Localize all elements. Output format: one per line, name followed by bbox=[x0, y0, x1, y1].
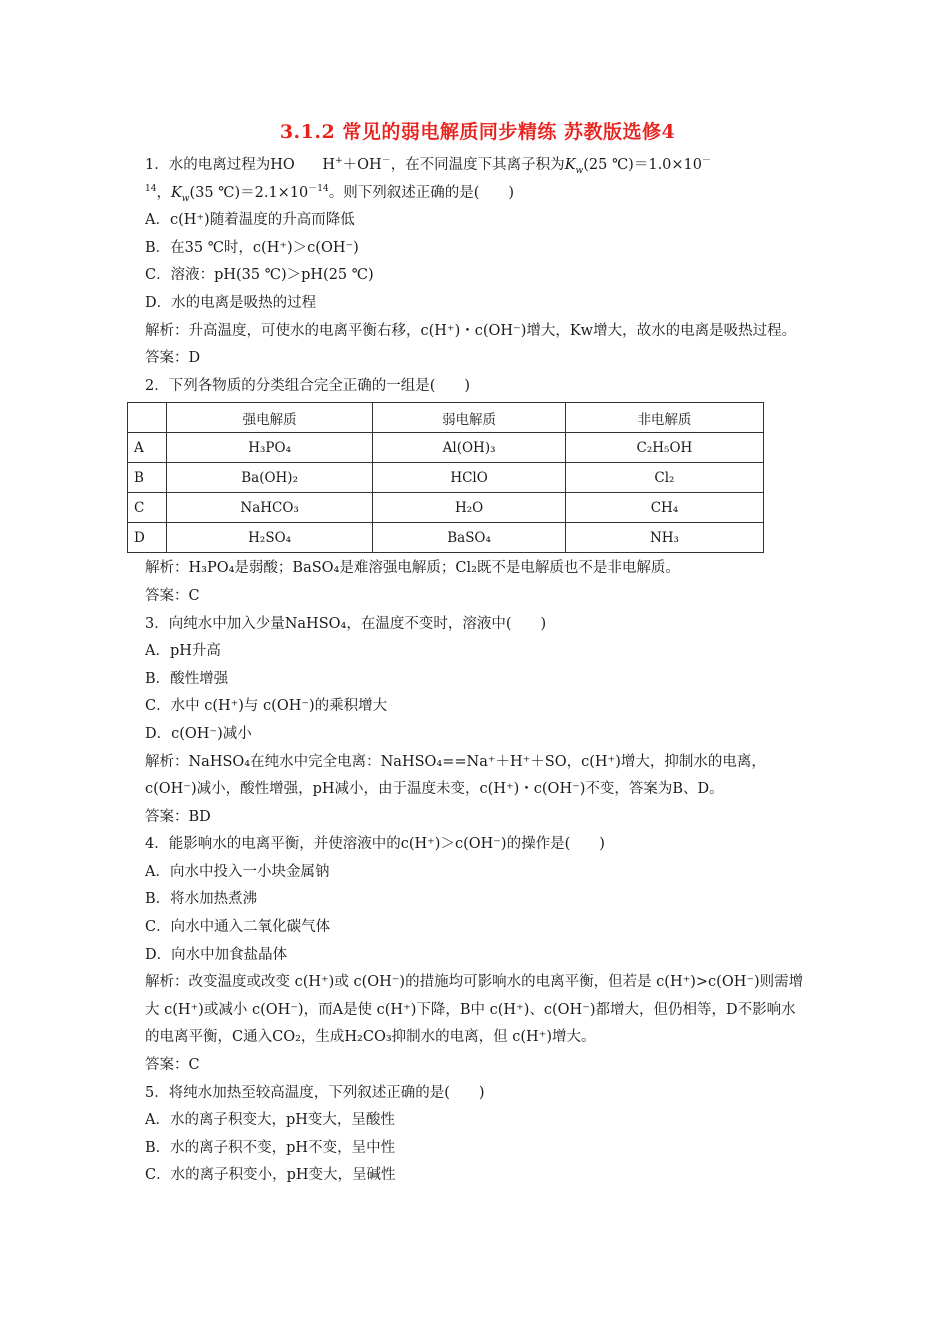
classification-table bbox=[127, 402, 764, 553]
table-cell: Al(OH)₃ bbox=[373, 433, 566, 463]
q1-stem-part: H bbox=[322, 157, 336, 173]
q5-option-b: B．水的离子积不变，pH不变，呈中性 bbox=[145, 1139, 396, 1156]
table-cell: H₂O bbox=[373, 493, 566, 523]
q1-stem-part: － bbox=[702, 156, 712, 167]
table-cell: B bbox=[128, 463, 167, 493]
table-cell: Cl₂ bbox=[565, 463, 763, 493]
q1-stem-part: ＋OH bbox=[342, 157, 382, 173]
table-cell: HClO bbox=[373, 463, 566, 493]
q4-option-c: C．向水中通入二氧化碳气体 bbox=[145, 919, 331, 936]
q1-stem-part: (35 ℃)＝2.1×10 bbox=[189, 184, 309, 201]
document-title: 3.1.2 常见的弱电解质同步精练 苏教版选修4 bbox=[279, 121, 676, 143]
q1-stem-continued bbox=[145, 180, 810, 208]
q1-stem-part: －14 bbox=[308, 183, 329, 194]
kw-symbol: K bbox=[564, 157, 576, 173]
q3-option-a: A．pH升高 bbox=[145, 643, 221, 660]
q1-stem-part: 。则下列叙述正确的是( ) bbox=[328, 184, 515, 201]
table-cell: NaHCO₃ bbox=[167, 493, 373, 523]
table-cell: C₂H₅OH bbox=[565, 433, 763, 463]
table-row bbox=[128, 523, 764, 553]
table-header-cell: 强电解质 bbox=[167, 403, 373, 433]
q3-answer: 答案：BD bbox=[145, 808, 211, 825]
q1-analysis: 解析：升高温度，可使水的电离平衡右移，c(H⁺)・c(OH⁻)增大，Kw增大，故水的电离是吸热过程。 bbox=[145, 322, 797, 339]
kw-subscript: w bbox=[181, 193, 190, 204]
q1-stem-part: 14 bbox=[145, 183, 157, 194]
q4-option-a: A．向水中投入一小块金属钠 bbox=[145, 863, 330, 880]
table-cell: Ba(OH)₂ bbox=[167, 463, 373, 493]
q4-analysis: 解析：改变温度或改变 c(H⁺)或 c(OH⁻)的措施均可影响水的电离平衡，但若是 c(H⁺)>c(OH⁻)则需增大 c(H⁺)或减小 c(OH⁻)，而A是使 c(H⁺)下降，B中 c(H⁺)、c(OH⁻)都增大，但仍相等，D不影响水的电离平衡，C通入CO₂，生成H₂CO₃抑制水的电离，但 c(H⁺)增大。 bbox=[145, 974, 804, 1046]
q1-answer: 答案：D bbox=[145, 350, 201, 367]
q4-stem: 4．能影响水的电离平衡，并使溶液中的c(H⁺)＞c(OH⁻)的操作是( ) bbox=[145, 836, 605, 853]
q5-stem: 5．将纯水加热至较高温度，下列叙述正确的是( ) bbox=[145, 1084, 485, 1101]
q4-option-d: D．向水中加食盐晶体 bbox=[145, 946, 288, 963]
q1-stem-part: ， bbox=[156, 184, 171, 201]
table-row bbox=[128, 463, 764, 493]
q4-option-b: B．将水加热煮沸 bbox=[145, 891, 258, 908]
table-cell: NH₃ bbox=[565, 523, 763, 553]
q2-answer: 答案：C bbox=[145, 587, 200, 604]
q3-option-c: C．水中 c(H⁺)与 c(OH⁻)的乘积增大 bbox=[145, 698, 388, 715]
q4-answer: 答案：C bbox=[145, 1057, 200, 1074]
q3-option-d: D．c(OH⁻)减小 bbox=[145, 725, 252, 742]
q1-stem-part: (25 ℃)＝1.0×10 bbox=[583, 157, 703, 173]
table-cell: D bbox=[128, 523, 167, 553]
table-header-cell: 弱电解质 bbox=[373, 403, 566, 433]
q2-analysis: 解析：H₃PO₄是弱酸；BaSO₄是难溶强电解质；Cl₂既不是电解质也不是非电解质。 bbox=[145, 560, 680, 577]
q5-option-a: A．水的离子积变大，pH变大，呈酸性 bbox=[145, 1112, 395, 1129]
table-header-row bbox=[128, 403, 764, 433]
document-page bbox=[134, 118, 810, 1190]
table-row bbox=[128, 433, 764, 463]
q1-stem-part: 1．水的电离过程为H bbox=[145, 157, 283, 173]
table-cell: H₃PO₄ bbox=[167, 433, 373, 463]
table-cell: BaSO₄ bbox=[373, 523, 566, 553]
table-header-cell bbox=[128, 403, 167, 433]
table-cell: CH₄ bbox=[565, 493, 763, 523]
q3-analysis: 解析：NaHSO₄在纯水中完全电离：NaHSO₄==Na⁺＋H⁺＋SO，c(H⁺)增大，抑制水的电离，c(OH⁻)减小，酸性增强，pH减小，由于温度未变，c(H⁺)・c(OH⁻)不变，答案为B、D。 bbox=[145, 753, 766, 798]
q2-stem: 2．下列各物质的分类组合完全正确的一组是( ) bbox=[145, 377, 471, 394]
q1-stem-part: ，在不同温度下其离子积为 bbox=[390, 157, 565, 173]
q1-option-b: B．在35 ℃时，c(H⁺)＞c(OH⁻) bbox=[145, 239, 359, 256]
q5-option-c: C．水的离子积变小，pH变大，呈碱性 bbox=[145, 1167, 396, 1184]
table-cell: H₂SO₄ bbox=[167, 523, 373, 553]
table-row bbox=[128, 493, 764, 523]
q1-option-a: A．c(H⁺)随着温度的升高而降低 bbox=[145, 212, 355, 229]
q1-option-d: D．水的电离是吸热的过程 bbox=[145, 294, 317, 311]
table-cell: A bbox=[128, 433, 167, 463]
q1-option-c: C．溶液：pH(35 ℃)＞pH(25 ℃) bbox=[145, 267, 374, 284]
q1-stem: 1．水的电离过程为HO H+＋OH－，在不同温度下其离子积为$K_w(25$ ℃)＝1.0×10－ bbox=[145, 156, 712, 176]
q3-stem: 3．向纯水中加入少量NaHSO₄，在温度不变时，溶液中( ) bbox=[145, 615, 547, 632]
kw-symbol: K bbox=[170, 184, 182, 201]
table-header-cell: 非电解质 bbox=[565, 403, 763, 433]
q3-option-b: B．酸性增强 bbox=[145, 670, 229, 687]
table-cell: C bbox=[128, 493, 167, 523]
kw-subscript: w bbox=[575, 165, 584, 176]
q1-stem-part: O bbox=[282, 157, 295, 173]
